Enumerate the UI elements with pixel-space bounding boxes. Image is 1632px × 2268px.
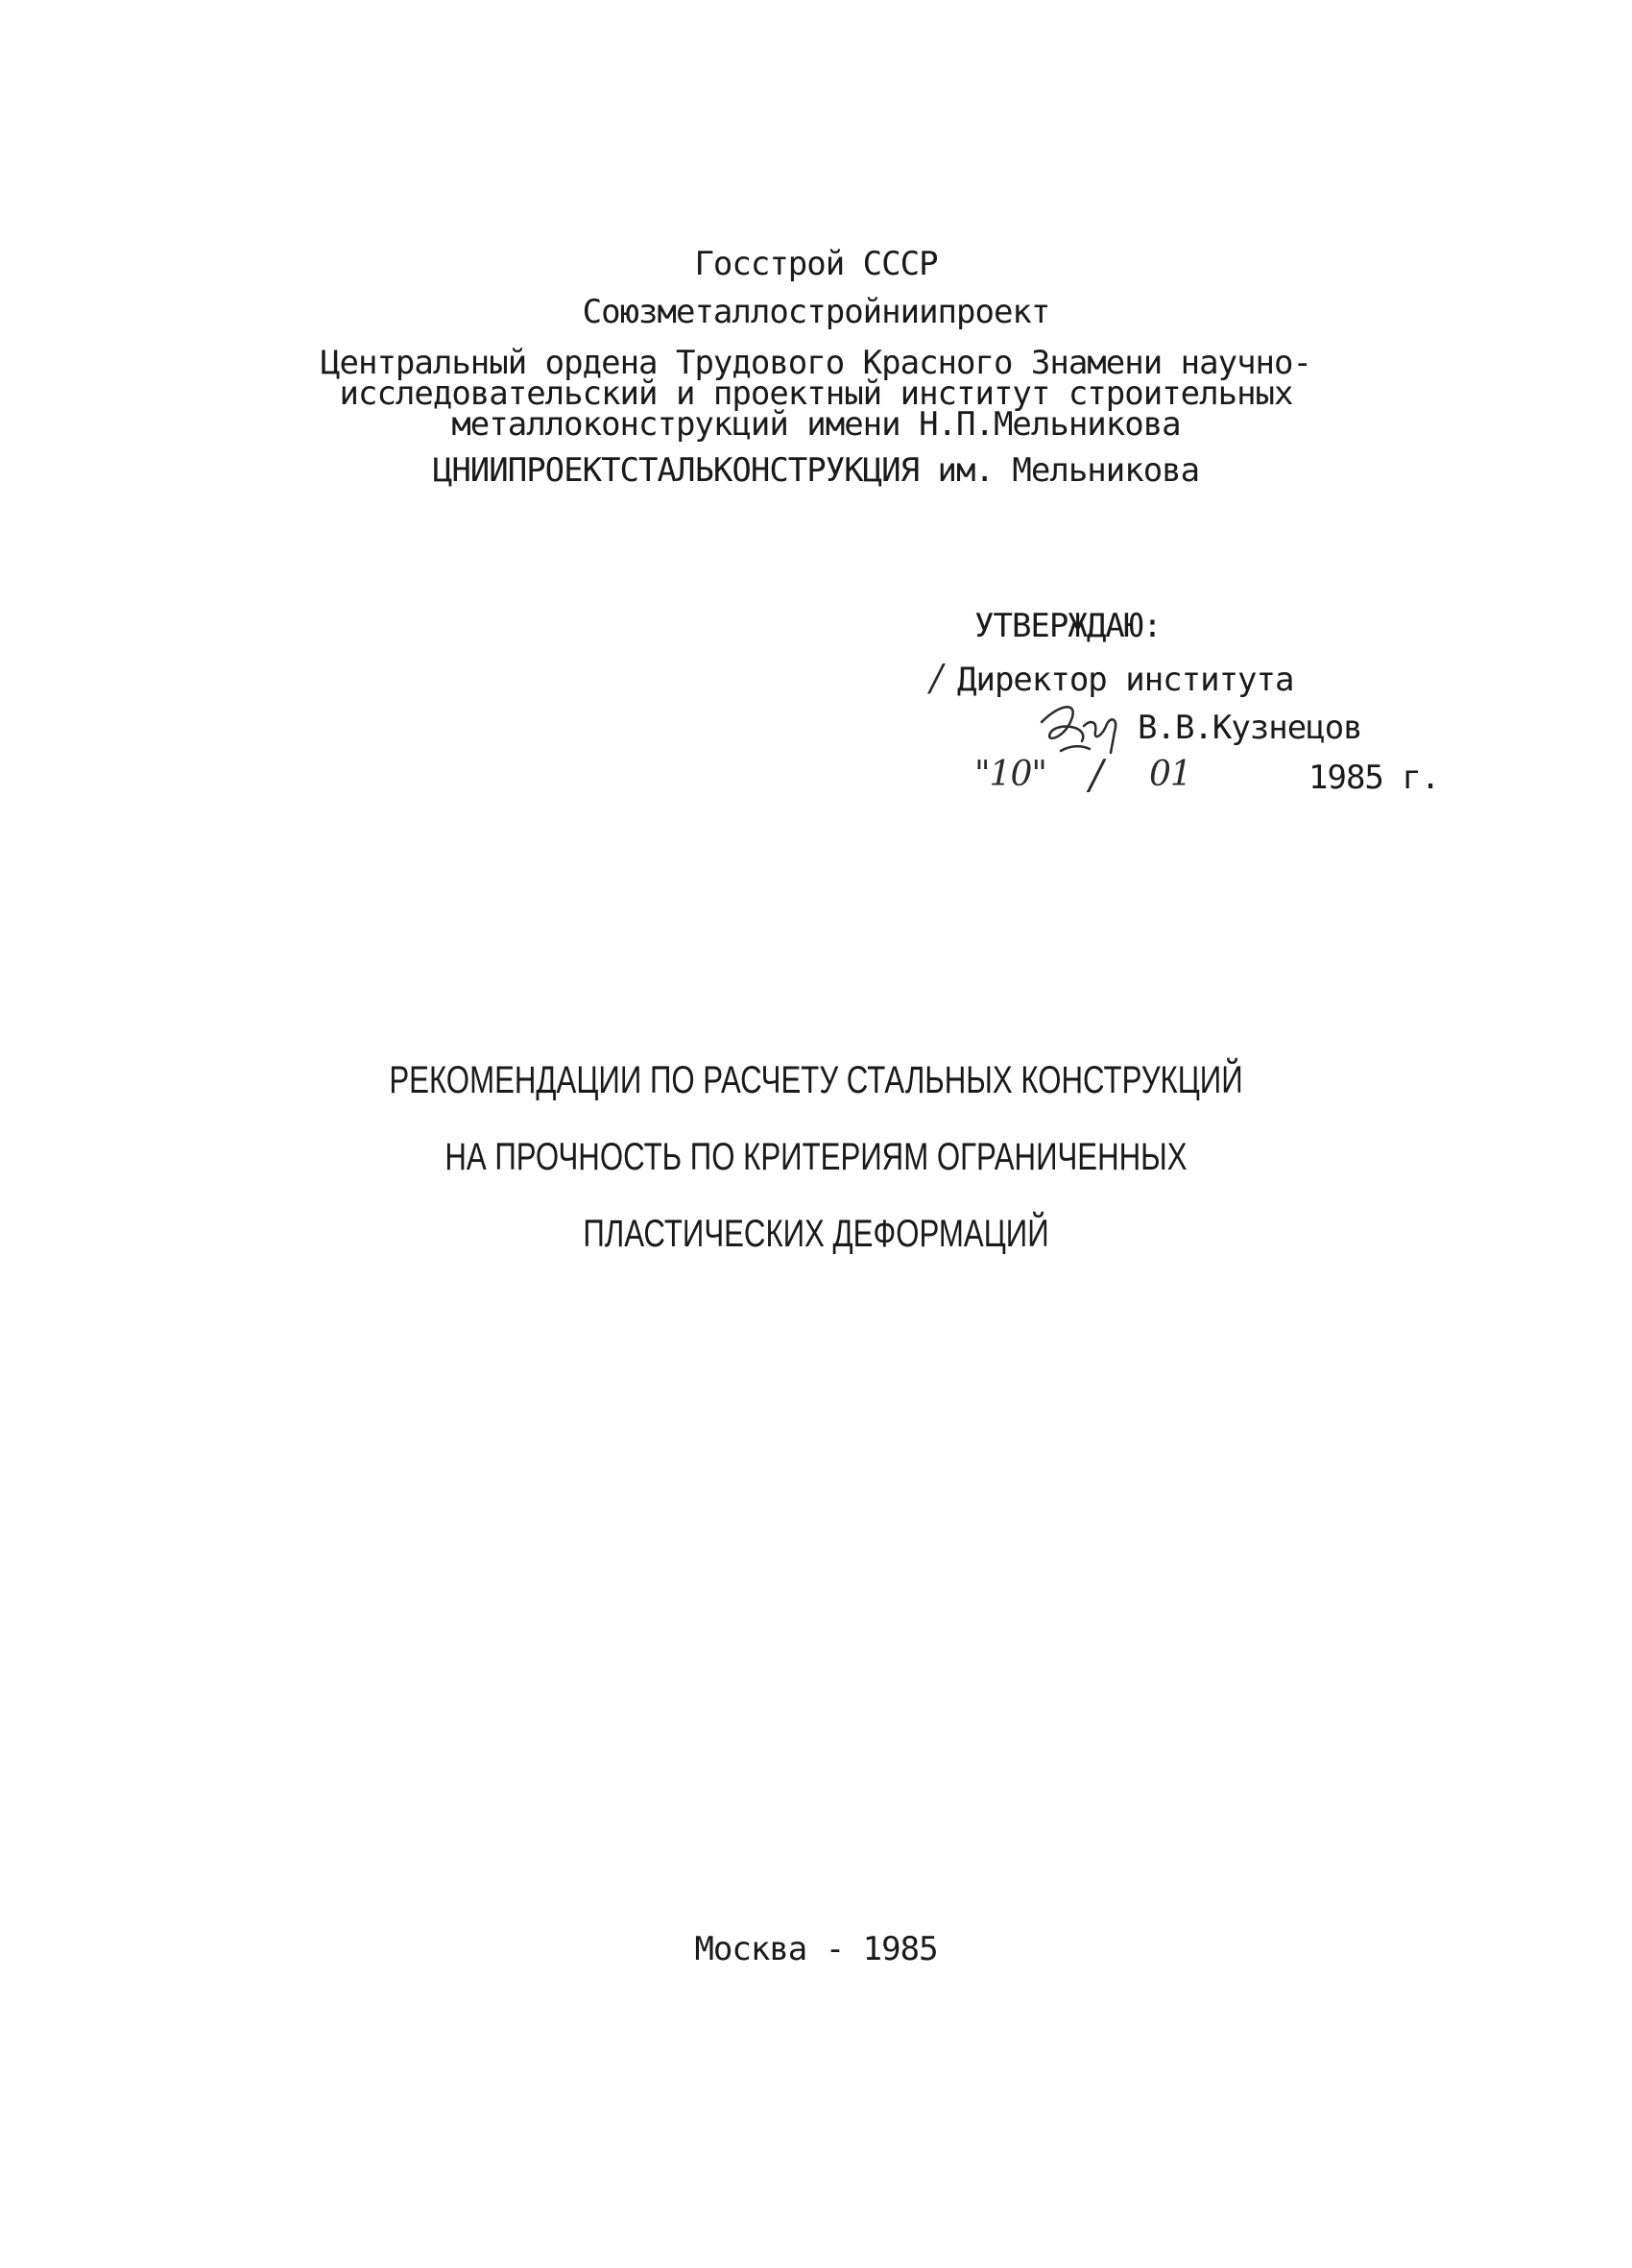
org-central-institute [0, 344, 1632, 444]
footer-place-year: Москва - 1985 [694, 1930, 938, 1968]
title-line-2: НА ПРОЧНОСТЬ ПО КРИТЕРИЯМ ОГРАНИЧЕННЫХ [444, 1136, 1188, 1178]
approval-date-month: 01 [1149, 755, 1191, 794]
approval-name: В.В.Кузнецов [1138, 709, 1362, 747]
org-gosstroy-text: Госстрой СССР [694, 245, 938, 283]
title-line-1: РЕКОМЕНДАЦИИ ПО РАСЧЕТУ СТАЛЬНЫХ КОНСТРУКЦИЙ [389, 1059, 1243, 1101]
approval-date-slash: / [1090, 751, 1103, 798]
org-central-line-3: металлоконструкций имени Н.П.Мельникова [451, 405, 1181, 444]
approval-slash-mark: / [930, 657, 942, 699]
org-cniip-text: ЦНИИПРОЕКТСТАЛЬКОНСТРУКЦИЯ им. Мельникова [432, 451, 1200, 490]
approval-heading: УТВЕРЖДАЮ: [974, 607, 1162, 645]
approval-date-year: 1985 г. [1308, 759, 1440, 797]
org-gosstroy [0, 245, 1632, 283]
org-cniip [0, 451, 1632, 490]
title-line-3: ПЛАСТИЧЕСКИХ ДЕФОРМАЦИЙ [583, 1213, 1049, 1255]
approval-date-day: "10" [974, 755, 1046, 794]
org-central-line-1: Центральный ордена Трудового Красного Знамени научно- [321, 344, 1311, 382]
approval-position: Директор института [957, 661, 1294, 699]
org-central-line-2: исследовательский и проектный институт строительных [339, 374, 1293, 413]
document-title [180, 1042, 1452, 1272]
org-soyuz-text: Союзметаллостройниипроект [582, 293, 1050, 331]
org-soyuz [0, 293, 1632, 331]
